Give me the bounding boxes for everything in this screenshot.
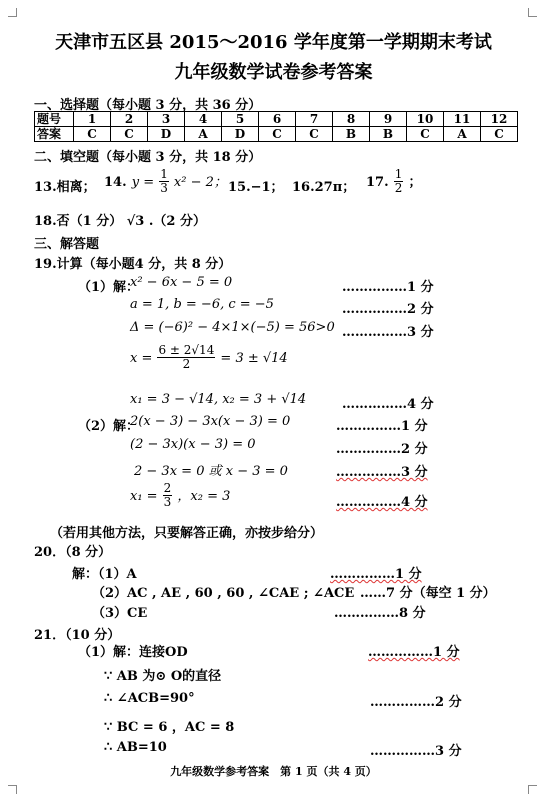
answer-14-lhs: y = bbox=[131, 175, 155, 190]
q19-2-line-4-lhs: x₁ = bbox=[130, 489, 158, 504]
answer-17-label: 17. bbox=[366, 175, 389, 190]
question-21-heading: 21．（10 分） bbox=[34, 628, 121, 643]
answer-18-part-b: √3 .（2 分） bbox=[126, 214, 206, 229]
page-footer: 九年级数学参考答案 第 1 页（共 4 页） bbox=[170, 765, 377, 778]
corner-mark-bottom-right bbox=[528, 785, 537, 794]
document-subtitle: 九年级数学试卷参考答案 bbox=[174, 62, 373, 83]
q21-line-2: ∵ AB 为⊙ O的直径 bbox=[104, 669, 222, 684]
table-cell-number: 12 bbox=[481, 112, 518, 127]
section-1-heading: 一、选择题（每小题 3 分，共 36 分） bbox=[34, 98, 262, 113]
q19-2-score-2: ……………2 分 bbox=[336, 442, 428, 457]
answer-14-label: 14. bbox=[104, 175, 127, 190]
fraction-denominator: 3 bbox=[160, 181, 168, 195]
fraction-denominator: 2 bbox=[394, 181, 403, 195]
table-header-answer: 答案 bbox=[35, 127, 74, 142]
table-cell-answer: D bbox=[222, 127, 259, 142]
table-cell-answer: A bbox=[444, 127, 481, 142]
q19-1-score-1: ……………1 分 bbox=[342, 280, 434, 295]
table-cell-number: 5 bbox=[222, 112, 259, 127]
answer-14 bbox=[104, 168, 227, 195]
table-cell-answer: C bbox=[74, 127, 111, 142]
section-2-heading: 二、填空题（每小题 3 分，共 18 分） bbox=[34, 150, 262, 165]
table-cell-number: 11 bbox=[444, 112, 481, 127]
table-cell-number: 7 bbox=[296, 112, 333, 127]
corner-mark-top-left bbox=[8, 8, 17, 17]
table-cell-answer: C bbox=[296, 127, 333, 142]
q19-1-line-4 bbox=[130, 344, 288, 371]
q19-2-line-2: (2 − 3x)(x − 3) = 0 bbox=[130, 437, 256, 452]
q19-1-line-4-rhs: = 3 ± √14 bbox=[220, 351, 288, 366]
q21-score-1: ……………1 分 bbox=[368, 645, 460, 660]
q21-line-4: ∵ BC = 6 ，AC = 8 bbox=[104, 720, 235, 735]
q20-line-1: 解：（1）A bbox=[72, 567, 137, 582]
q19-1-score-2: ……………2 分 bbox=[342, 302, 434, 317]
table-cell-answer: D bbox=[148, 127, 185, 142]
fraction-numerator: 6 ± 2√14 bbox=[158, 343, 215, 357]
fraction-numerator: 1 bbox=[394, 167, 403, 181]
fraction-denominator: 3 bbox=[163, 495, 172, 509]
answer-14-fraction bbox=[159, 168, 169, 195]
q21-line-5: ∴ AB=10 bbox=[104, 740, 167, 755]
table-cell-answer: B bbox=[333, 127, 370, 142]
table-cell-answer: C bbox=[259, 127, 296, 142]
document-title: 天津市五区县 2015～2016 学年度第一学期期末考试 bbox=[55, 32, 492, 53]
grading-note: （若用其他方法，只要解答正确，亦按步给分） bbox=[50, 526, 324, 541]
table-cell-answer: A bbox=[185, 127, 222, 142]
q19-1-label: （1）解： bbox=[78, 280, 140, 295]
q19-1-line-3: Δ = (−6)² − 4×1×(−5) = 56>0 bbox=[130, 320, 335, 335]
q20-score-2: ……7 分（每空 1 分） bbox=[360, 586, 496, 601]
table-row-numbers bbox=[35, 112, 518, 127]
q19-2-line-1: 2(x − 3) − 3x(x − 3) = 0 bbox=[130, 414, 291, 429]
answer-13: 13.相离； bbox=[34, 180, 96, 195]
q19-2-score-3: ……………3 分 bbox=[336, 465, 428, 480]
fraction-denominator: 2 bbox=[182, 357, 191, 371]
table-cell-answer: C bbox=[407, 127, 444, 142]
table-cell-number: 9 bbox=[370, 112, 407, 127]
q20-score-3: ……………8 分 bbox=[334, 606, 426, 621]
q19-1-score-4: ……………4 分 bbox=[342, 397, 434, 412]
q19-2-score-1: ……………1 分 bbox=[336, 419, 428, 434]
q19-1-score-3: ……………3 分 bbox=[342, 325, 434, 340]
table-cell-number: 8 bbox=[333, 112, 370, 127]
fraction-numerator: 2 bbox=[163, 481, 172, 495]
q20-line-3: （3）CE bbox=[92, 606, 148, 621]
answer-14-rest: x² − 2； bbox=[173, 175, 227, 190]
table-cell-number: 4 bbox=[185, 112, 222, 127]
q19-2-line-4-rhs: ，x₂ = 3 bbox=[177, 489, 231, 504]
q19-1-line-1: x² − 6x − 5 = 0 bbox=[130, 275, 233, 290]
answer-17 bbox=[366, 168, 421, 195]
table-cell-answer: C bbox=[111, 127, 148, 142]
q19-1-line-4-fraction bbox=[157, 344, 215, 371]
answer-17-end: ； bbox=[408, 175, 422, 190]
q19-1-line-2: a = 1, b = −6, c = −5 bbox=[130, 297, 274, 312]
q21-score-2: ……………2 分 bbox=[370, 695, 462, 710]
answer-table bbox=[34, 111, 518, 142]
table-header-question: 题号 bbox=[35, 112, 74, 127]
answer-15: 15.−1； bbox=[228, 180, 284, 195]
q19-2-line-3: 2 − 3x = 0 或 x − 3 = 0 bbox=[134, 464, 288, 479]
q21-score-3: ……………3 分 bbox=[370, 744, 462, 759]
q19-1-line-5: x₁ = 3 − √14, x₂ = 3 + √14 bbox=[130, 392, 307, 407]
answer-17-fraction bbox=[394, 168, 404, 195]
q21-line-1: （1）解：连接OD bbox=[78, 645, 188, 660]
corner-mark-top-right bbox=[528, 8, 537, 17]
q20-line-2: （2）AC , AE , 60 , 60 , ∠CAE ; ∠ACE bbox=[92, 586, 355, 601]
answer-16: 16.27π； bbox=[292, 180, 356, 195]
fraction-numerator: 1 bbox=[160, 167, 168, 181]
q19-2-label: （2）解： bbox=[78, 419, 140, 434]
table-cell-number: 10 bbox=[407, 112, 444, 127]
question-19-heading: 19.计算（每小题4 分，共 8 分） bbox=[34, 257, 232, 272]
q19-2-score-4: ……………4 分 bbox=[336, 495, 428, 510]
answer-18 bbox=[34, 210, 206, 229]
table-cell-answer: B bbox=[370, 127, 407, 142]
question-20-heading: 20．（8 分） bbox=[34, 545, 112, 560]
q19-2-line-4-fraction bbox=[163, 482, 173, 509]
table-cell-answer: C bbox=[481, 127, 518, 142]
table-cell-number: 2 bbox=[111, 112, 148, 127]
table-row-answers bbox=[35, 127, 518, 142]
table-cell-number: 1 bbox=[74, 112, 111, 127]
q19-1-line-4-lhs: x = bbox=[130, 351, 153, 366]
section-3-heading: 三、解答题 bbox=[34, 237, 100, 252]
table-cell-number: 6 bbox=[259, 112, 296, 127]
corner-mark-bottom-left bbox=[8, 785, 17, 794]
q20-score-1: ……………1 分 bbox=[330, 567, 422, 582]
q21-line-3: ∴ ∠ACB=90° bbox=[104, 691, 195, 706]
q19-2-line-4 bbox=[130, 482, 230, 509]
answer-18-part-a: 18.否（1 分） bbox=[34, 214, 123, 229]
table-cell-number: 3 bbox=[148, 112, 185, 127]
